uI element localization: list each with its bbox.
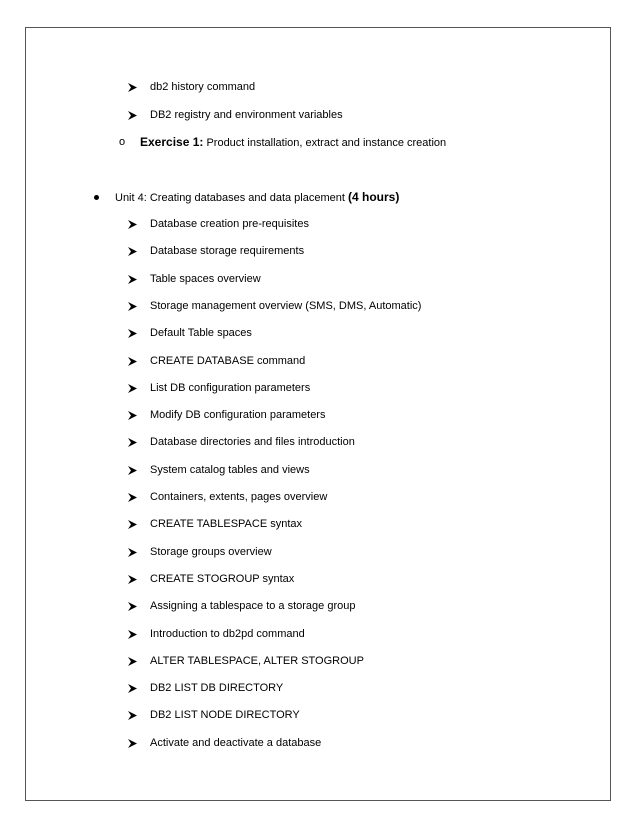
arrow-bullet-icon [128, 275, 137, 284]
arrow-bullet-icon [128, 466, 137, 475]
arrow-bullet-icon [128, 329, 137, 338]
arrow-bullet-icon [128, 411, 137, 420]
list-item: Storage management overview (SMS, DMS, Automatic) [150, 300, 422, 312]
arrow-bullet-icon [128, 493, 137, 502]
arrow-bullet-icon [128, 302, 137, 311]
list-item: CREATE TABLESPACE syntax [150, 518, 303, 530]
list-item: Activate and deactivate a database [150, 737, 322, 749]
arrow-bullet-icon [128, 602, 137, 611]
arrow-bullet-icon [128, 520, 137, 529]
list-item: Default Table spaces [150, 327, 252, 339]
arrow-bullet-icon [128, 438, 137, 447]
arrow-bullet-icon [128, 83, 137, 92]
exercise-label: Exercise 1: [140, 135, 204, 149]
exercise-text: Product installation, extract and instance creation [203, 137, 447, 149]
arrow-bullet-icon [128, 111, 137, 120]
unit-heading [115, 191, 399, 205]
list-item: DB2 LIST DB DIRECTORY [150, 682, 284, 694]
list-item: db2 history command [150, 81, 256, 93]
arrow-bullet-icon [128, 575, 137, 584]
list-item: Modify DB configuration parameters [150, 409, 326, 421]
list-item: ALTER TABLESPACE, ALTER STOGROUP [150, 655, 364, 667]
list-item: DB2 registry and environment variables [150, 109, 343, 121]
exercise-line [140, 136, 446, 150]
arrow-bullet-icon [128, 739, 137, 748]
arrow-bullet-icon [128, 220, 137, 229]
unit-title: Unit 4: Creating databases and data placement [115, 192, 348, 204]
list-item: DB2 LIST NODE DIRECTORY [150, 709, 300, 721]
arrow-bullet-icon [128, 630, 137, 639]
unit-hours: (4 hours) [347, 190, 400, 204]
list-item: Database storage requirements [150, 245, 305, 257]
arrow-bullet-icon [128, 384, 137, 393]
arrow-bullet-icon [128, 357, 137, 366]
list-item: Storage groups overview [150, 546, 272, 558]
list-item: Containers, extents, pages overview [150, 491, 328, 503]
list-item: List DB configuration parameters [150, 382, 311, 394]
list-item: Introduction to db2pd command [150, 628, 305, 640]
list-item: Database creation pre-requisites [150, 218, 309, 230]
circle-bullet: o [119, 136, 126, 148]
disc-bullet-icon [94, 195, 99, 200]
list-item: CREATE DATABASE command [150, 355, 306, 367]
arrow-bullet-icon [128, 247, 137, 256]
arrow-bullet-icon [128, 711, 137, 720]
list-item: CREATE STOGROUP syntax [150, 573, 295, 585]
arrow-bullet-icon [128, 548, 137, 557]
list-item: Database directories and files introduction [150, 436, 355, 448]
arrow-bullet-icon [128, 684, 137, 693]
list-item: System catalog tables and views [150, 464, 310, 476]
list-item: Assigning a tablespace to a storage group [150, 600, 356, 612]
arrow-bullet-icon [128, 657, 137, 666]
list-item: Table spaces overview [150, 273, 261, 285]
